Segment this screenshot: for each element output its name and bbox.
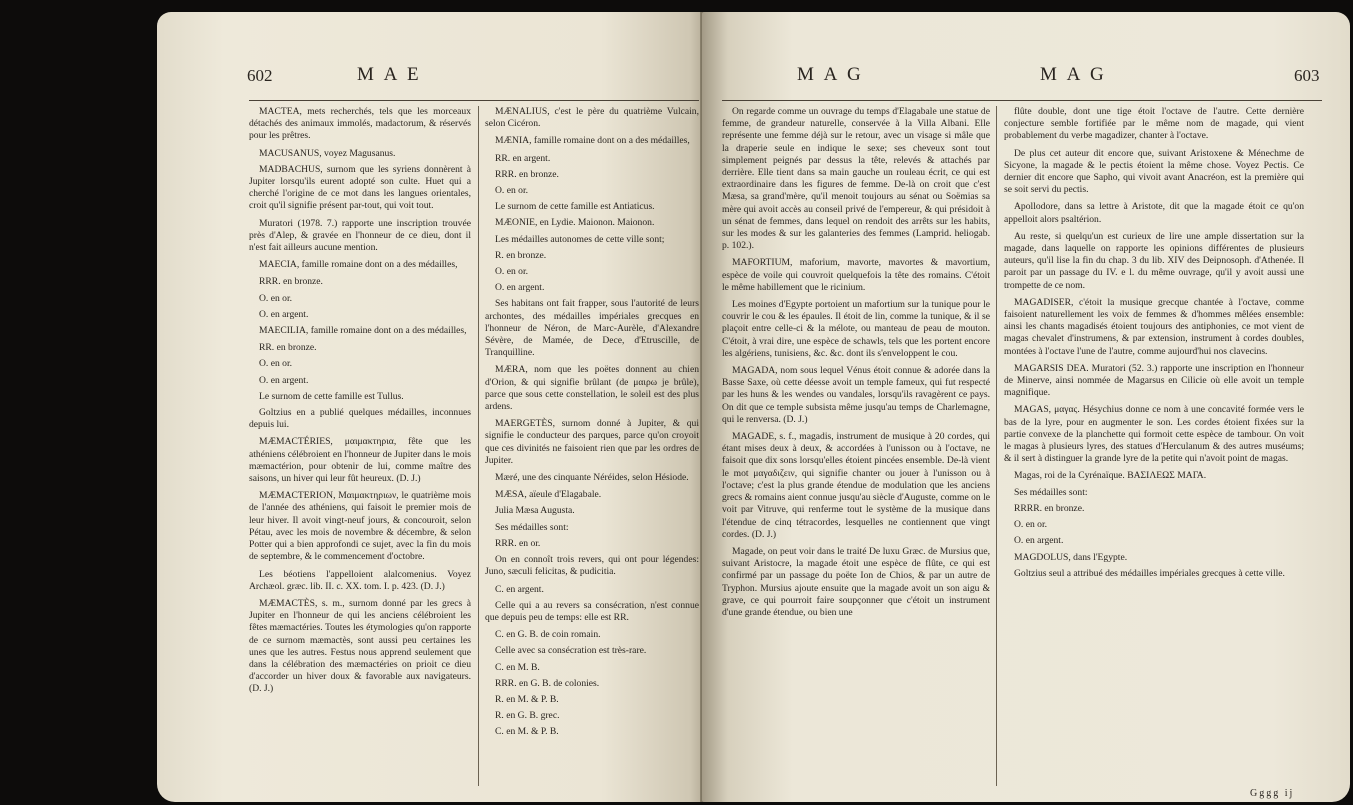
paragraph: O. en or. xyxy=(1014,519,1048,531)
right-header-title-left: M A G xyxy=(797,64,864,85)
paragraph: C. en M. & P. B. xyxy=(495,726,559,738)
paragraph: MAGADE, s. f., magadis, instrument de musique à 20 cordes, qui étant mises deux à deux, & accordées à l'unisson ou à l'octave, ne faisoit que dix sons lorsqu'elles étoient pincées ensemble. De-là vient le mot μαγαδιζειν, qui signifie chanter ou jouer à l'unisson ou à l'octave; c'est la plus grande étendue de modulation que les anciens grecs & romains aient connue jusqu'au siècle d'Auguste, comme on le voit par Vitruve, qui renferme tout le système de la musique dans l'étendue de cinq tétracordes, lesquelles ne contiennent que vingt cordes. (D. J.) xyxy=(722,431,990,540)
left-header-rule xyxy=(249,100,699,101)
left-column-divider xyxy=(478,106,479,786)
paragraph: Les médailles autonomes de cette ville sont; xyxy=(495,233,665,245)
left-page xyxy=(157,12,712,802)
paragraph: Ses médailles sont: xyxy=(1014,486,1088,498)
right-column-divider xyxy=(996,106,997,786)
paragraph: flûte double, dont une tige étoit l'octave de l'autre. Cette dernière conjecture semble fortifiée par le même nom de magade, qui vient probablement du verbe magadizer, chanter à l'octave. xyxy=(1004,106,1304,142)
paragraph: Magade, on peut voir dans le traité De luxu Græc. de Mursius que, suivant Aristocre, la magade étoit une espèce de flûte, ce qui est confirmé par un passage du poëte Ion de Chios, & par un autre de Tryphon. Mursius ajoute ensuite que la magade avoit un son aigu & grave, ce qui pourroit faire soupçonner que c'étoit un instrument d'une grande étendue, ou bien une xyxy=(722,545,990,618)
paragraph: R. en M. & P. B. xyxy=(495,693,559,705)
left-column-2 xyxy=(485,106,699,786)
paragraph: Celle qui a au revers sa consécration, n'est connue que depuis peu de temps: elle est RR. xyxy=(485,599,699,623)
paragraph: O. en argent. xyxy=(259,308,309,320)
paragraph: Magas, roi de la Cyrénaïque. ΒΑΣΙΛΕΩΣ ΜΑΓΑ. xyxy=(1014,470,1207,482)
paragraph: On regarde comme un ouvrage du temps d'Elagabale une statue de femme, de grandeur naturelle, conservée à la Villa Albani. Elle représente une femme déjà sur le retour, avec un visage si mâle que la draperie seule en indique le sexe; ses cheveux sont tout simplement peignés par dessus la tête, relevés & attachés par derrière. Elle tient dans sa main gauche un rouleau écrit, ce qui est extraordinaire dans les figures de femme. De-là on croit que c'est Mæsa, sa grand'mère, qu'il menoit toujours au sénat ou Soëmias sa mère qui avoit accès au conseil privé de l'empereur, & qui présidoit à un sénat de femmes, dans lequel on rendoit des arrêts sur les habits, sur les modes & sur les galanteries des femmes (Lamprid. heliogab. p. 102.). xyxy=(722,106,990,252)
paragraph: R. en bronze. xyxy=(495,249,547,261)
paragraph: MÆMACTÈS, s. m., surnom donné par les grecs à Jupiter en l'honneur de qui les anciens célébroient les fêtes mæmactéries. Toutes les étymologies qu'on rapporte de ce surnom mæmactès, sont aussi peu certaines les unes que les autres. Festus nous apprend seulement que dans la célébration des mæmactéries on prioit ce dieu d'accorder un hiver doux & favorable aux navigateurs. (D. J.) xyxy=(249,597,471,695)
left-column-1 xyxy=(249,106,471,786)
paragraph: MÆRA, nom que les poëtes donnent au chien d'Orion, & qui signifie brûlant (de μαιρω je brûle), parce que sous cette constellation, le soleil est des plus ardens. xyxy=(485,364,699,413)
paragraph: MAECILIA, famille romaine dont on a des médailles, xyxy=(259,325,467,337)
paragraph: MAGARSIS DEA. Muratori (52. 3.) rapporte une inscription en l'honneur de Minerve, ainsi nommée de Magarsus en Cilicie où elle avoit un temple magnifique. xyxy=(1004,362,1304,399)
paragraph: O. en argent. xyxy=(495,282,545,294)
paragraph: O. en argent. xyxy=(1014,535,1064,547)
paragraph: De plus cet auteur dit encore que, suivant Aristoxene & Ménechme de Sicyone, la magade & le pectis étoient la même chose. Voyez Pectis. Ce dernier dit encore que Sapho, qui vivoit avant Anacréon, est la première qui se soit servi du pectis. xyxy=(1004,147,1304,196)
paragraph: C. en G. B. de coin romain. xyxy=(495,629,601,641)
paragraph: Goltzius en a publié quelques médailles, inconnues depuis lui. xyxy=(249,407,471,431)
paragraph: RRRR. en bronze. xyxy=(1014,502,1085,514)
left-header-title: M A E xyxy=(357,64,422,85)
paragraph: Ses médailles sont: xyxy=(495,521,569,533)
signature-mark: Gggg ij xyxy=(1250,788,1295,799)
right-column-1 xyxy=(722,106,990,786)
paragraph: Muratori (1978. 7.) rapporte une inscription trouvée près d'Alep, & gravée en l'honneur de ce dieu, dont il n'est fait ailleurs aucune mention. xyxy=(249,217,471,254)
paragraph: O. en or. xyxy=(495,266,529,278)
paragraph: Le surnom de cette famille est Tullus. xyxy=(259,390,404,402)
paragraph: C. en M. B. xyxy=(495,661,540,673)
paragraph: On en connoît trois revers, qui ont pour légendes: Juno, sæculi felicitas, & pudicitia. xyxy=(485,554,699,578)
paragraph: MACUSANUS, voyez Magusanus. xyxy=(259,147,396,159)
right-column-2 xyxy=(1004,106,1304,786)
paragraph: MÆONIE, en Lydie. Maionon. Maionon. xyxy=(495,217,655,229)
paragraph: MAGAS, μαγας. Hésychius donne ce nom à une concavité formée vers le bas de la lyre, pour en augmenter le son. Les cordes étoient fixées sur la partie convexe de la planchette qui formoit cette espèce de tambour. On voit le magas à plusieurs lyres, des statues d'Herculanum & des autres muséums; & il sert à distinguer la grande lyre de la petite qui n'avoit point de magas. xyxy=(1004,404,1304,465)
paragraph: MÆMACTERION, Μαιμακτηριων, le quatrième mois de l'année des athéniens, qui faisoit le premier mois de leur hiver. Il avoit vingt-neuf jours, & concouroit, selon Pétau, avec les mois de novembre & décembre, & selon Potter qui a bien approfondi ce sujet, avec la fin du mois de septembre, & le commencement d'octobre. xyxy=(249,490,471,563)
paragraph: R. en G. B. grec. xyxy=(495,710,560,722)
paragraph: Julia Mæsa Augusta. xyxy=(495,505,575,517)
left-page-number: 602 xyxy=(247,66,273,85)
paragraph: Celle avec sa consécration est très-rare. xyxy=(495,645,647,657)
paragraph: O. en or. xyxy=(259,292,293,304)
paragraph: RRR. en bronze. xyxy=(259,276,323,288)
paragraph: RRR. en or. xyxy=(495,537,541,549)
paragraph: MADBACHUS, surnom que les syriens donnèrent à Jupiter lorsqu'ils eurent adopté son culte. Huet qui a cherché l'origine de ce mot dans les langues orientales, croit qu'il signifie présent par-tout, qui voit tout. xyxy=(249,163,471,212)
paragraph: MÆNIA, famille romaine dont on a des médailles, xyxy=(495,135,690,147)
paragraph: MAECIA, famille romaine dont on a des médailles, xyxy=(259,259,458,271)
paragraph: C. en argent. xyxy=(495,583,544,595)
paragraph: RRR. en G. B. de colonies. xyxy=(495,677,600,689)
paragraph: MAGADISER, c'étoit la musique grecque chantée à l'octave, comme faisoient naturellement les voix de femmes & d'hommes mêlées ensemble: ainsi les chants magadisés étoient toujours des antiphonies, ce mot vient de magas chevalet d'instrumens, & par extension, instrument à cordes doubles, montées à l'octave l'une de l'autre, comme aujourd'hui nos clavecins. xyxy=(1004,296,1304,357)
paragraph: Les moines d'Egypte portoient un mafortium sur la tunique pour le couvrir le cou & les épaules. Il étoit de lin, comme la tunique, & il se plaçoit entre celle-ci & la mélote, ou manteau de peau de mouton. C'étoit, à vrai dire, une espèce de schawls, tels que les portent encore les algériens, tunisiens, &c. &c. dont ils s'enveloppent le cou. xyxy=(722,299,990,359)
left-page-header xyxy=(157,62,712,98)
paragraph: MÆNALIUS, c'est le père du quatrième Vulcain, selon Cicéron. xyxy=(485,106,699,130)
paragraph: RR. en bronze. xyxy=(259,342,317,354)
right-header-rule xyxy=(722,100,1322,101)
right-page-number: 603 xyxy=(1294,66,1320,85)
paragraph: Au reste, si quelqu'un est curieux de lire une ample dissertation sur la magade, dans laquelle on rapporte les opinions différentes de plusieurs auteurs, qu'il lise la fin du chap. 3 du lib. XIV des Deipnosoph. d'Athenée. Il paroit par un passage du IV. e l. du même ouvrage, qu'il y avoit aussi une trompette de ce nom. xyxy=(1004,230,1304,291)
right-page xyxy=(702,12,1350,802)
paragraph: Les béotiens l'appelloient alalcomenius. Voyez Archæol. græc. lib. II. c. XX. tom. I. p. 423. (D. J.) xyxy=(249,568,471,592)
paragraph: MÆMACTÉRIES, μαιμακτηρια, fête que les athéniens célébroient en l'honneur de Jupiter dans le mois mæmactérion, pour obtenir de lui, comme maître des saisons, un hiver qui leur fût heureux. (D. J.) xyxy=(249,436,471,485)
paragraph: RRR. en bronze. xyxy=(495,168,559,180)
paragraph: MAFORTIUM, maforium, mavorte, mavortes & mavortium, espèce de voile qui couvroit quelquefois la tête des romains. C'étoit le même habillement que le ricinium. xyxy=(722,257,990,293)
paragraph: Goltzius seul a attribué des médailles impériales grecques à cette ville. xyxy=(1014,567,1285,579)
paragraph: MAGDOLUS, dans l'Egypte. xyxy=(1014,551,1128,563)
paragraph: O. en argent. xyxy=(259,374,309,386)
right-page-header xyxy=(702,62,1350,98)
paragraph: MAGADA, nom sous lequel Vénus étoit connue & adorée dans la Basse Saxe, où cette déesse avoit un temple fameux, qui fut respecté par les huns & les wendes ou vandales, lorsqu'ils ravagèrent ce pays. On dit que ce temple subsista même jusqu'au temps de Charlemagne, qui le renversa. (D. J.) xyxy=(722,365,990,425)
paragraph: MÆSA, aïeule d'Elagabale. xyxy=(495,489,602,501)
paragraph: MAERGETÈS, surnom donné à Jupiter, & qui signifie le conducteur des parques, parce qu'on croyoit que ces divinités ne faisoient rien que par les ordres de Jupiter. xyxy=(485,418,699,466)
paragraph: MACTEA, mets recherchés, tels que les morceaux détachés des animaux immolés, madactorum, & réservés pour les prêtres. xyxy=(249,106,471,142)
paragraph: Apollodore, dans sa lettre à Aristote, dit que la magade étoit ce qu'on appelloit alors psaltérion. xyxy=(1004,201,1304,225)
right-header-title-right: M A G xyxy=(1040,64,1107,85)
paragraph: RR. en argent. xyxy=(495,152,551,164)
paragraph: O. en or. xyxy=(259,358,293,370)
paragraph: Mæré, une des cinquante Néréides, selon Hésiode. xyxy=(495,472,689,484)
paragraph: O. en or. xyxy=(495,185,529,197)
paragraph: Ses habitans ont fait frapper, sous l'autorité de leurs archontes, des médailles impériales grecques en l'honneur de Néron, de Marc-Aurèle, d'Alexandre Sévère, de Mamée, de Dece, d'Etruscille, de Tranquilline. xyxy=(485,298,699,359)
paragraph: Le surnom de cette famille est Antiaticus. xyxy=(495,201,655,213)
